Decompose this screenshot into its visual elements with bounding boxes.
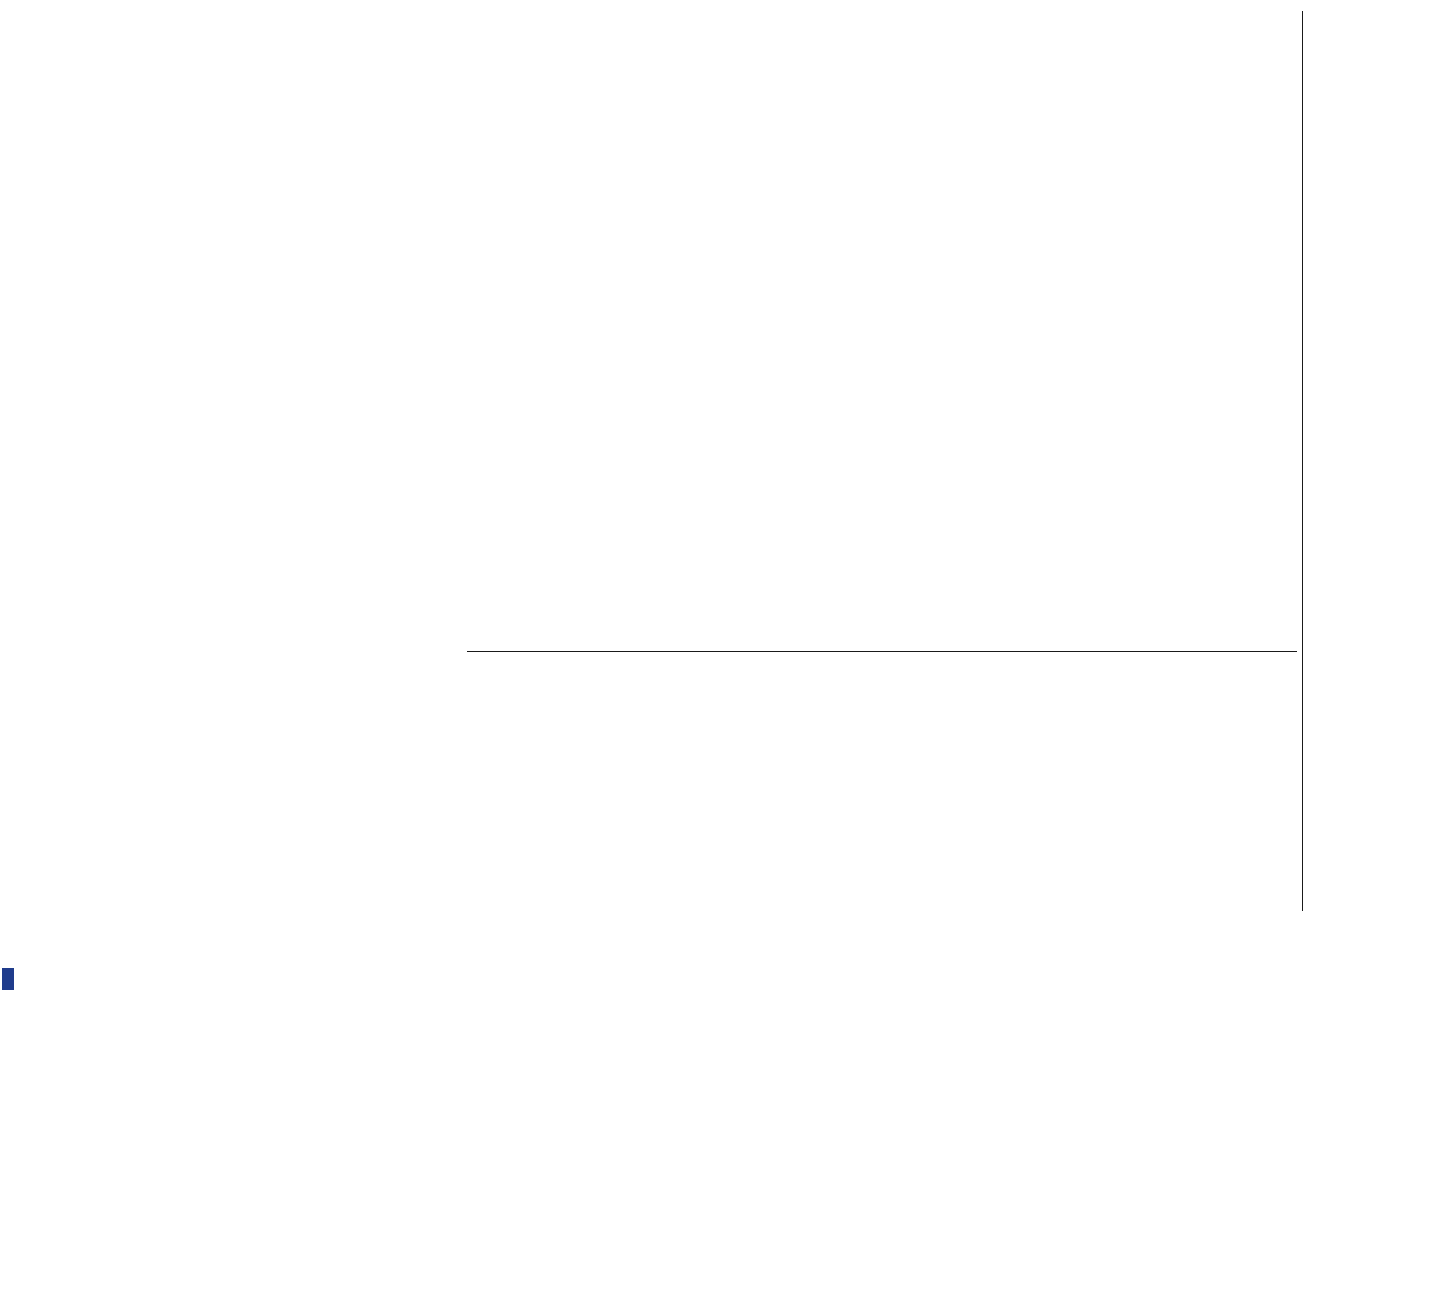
page-header: [1302, 11, 1333, 911]
column-divider: [467, 651, 1297, 652]
right-column: [473, 661, 1293, 1291]
dfg-logo: [2, 968, 14, 990]
rotated-page: [3, 11, 1333, 911]
left-column: [473, 11, 1293, 641]
